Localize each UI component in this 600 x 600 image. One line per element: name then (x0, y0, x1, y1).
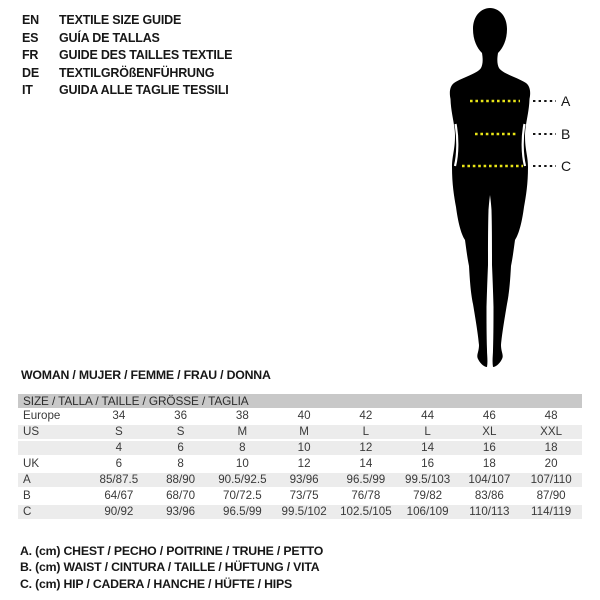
guide-title: GUIDE DES TAILLES TEXTILE (59, 48, 233, 62)
size-cell: 73/75 (289, 489, 319, 502)
size-cell: 106/109 (406, 505, 449, 518)
size-cell: 87/90 (536, 489, 566, 502)
legend-waist: B. (cm) WAIST / CINTURA / TAILLE / HÜFTUNG / VITA (20, 560, 320, 575)
size-cell: 93/96 (166, 505, 196, 518)
waist-marker-label: B (561, 126, 571, 142)
table-row (18, 441, 582, 457)
size-cell: 68/70 (166, 489, 196, 502)
legend-hip: C. (cm) HIP / CADERA / HANCHE / HÜFTE / HIPS (20, 576, 293, 591)
title-line-en (22, 12, 232, 30)
size-cell: 93/96 (289, 473, 319, 486)
table-row (18, 409, 582, 425)
table-row (18, 425, 582, 441)
size-cell: 12 (359, 441, 373, 454)
size-cell: 85/87.5 (99, 473, 139, 486)
size-cell: 83/86 (474, 489, 504, 502)
size-cell: 6 (115, 457, 123, 470)
size-cell: 36 (174, 409, 188, 422)
size-cell: 20 (544, 457, 558, 470)
woman-silhouette (450, 8, 530, 367)
size-cell: 99.5/102 (281, 505, 327, 518)
size-cell: 114/119 (531, 505, 572, 518)
size-cell: 10 (235, 457, 249, 470)
size-cell: 70/72.5 (223, 489, 262, 502)
size-cell: 90/92 (104, 505, 134, 518)
size-cell: 8 (239, 441, 246, 454)
size-cell: 12 (297, 457, 311, 470)
section-title: WOMAN / MUJER / FEMME / FRAU / DONNA (21, 368, 271, 382)
size-cell: XXL (540, 425, 563, 438)
size-table-body (18, 409, 582, 521)
row-label: UK (23, 457, 40, 470)
size-cell: 18 (544, 441, 558, 454)
language-code: DE (22, 65, 39, 80)
row-label: Europe (23, 409, 61, 422)
title-line-es (22, 30, 232, 48)
table-row (18, 505, 582, 521)
table-row (18, 489, 582, 505)
size-cell: M (237, 425, 248, 438)
size-cell: 6 (177, 441, 184, 454)
size-table (18, 394, 582, 521)
row-label: A (23, 473, 31, 486)
size-cell: 38 (235, 409, 249, 422)
size-cell: 8 (177, 457, 184, 470)
woman-silhouette-svg (425, 4, 575, 376)
size-cell: 14 (421, 441, 435, 454)
title-block (22, 12, 232, 100)
legend-chest: A. (cm) CHEST / PECHO / POITRINE / TRUHE / PETTO (20, 544, 324, 558)
size-cell: XL (482, 425, 497, 438)
size-cell: 18 (482, 457, 496, 470)
size-cell: 42 (359, 409, 373, 422)
size-cell: L (362, 425, 370, 438)
language-code: EN (22, 13, 39, 27)
size-cell: S (115, 425, 123, 438)
table-row (18, 473, 582, 489)
guide-title: TEXTILGRÖßENFÜHRUNG (59, 65, 215, 80)
chest-marker-label: A (561, 93, 571, 109)
size-cell: L (424, 425, 431, 438)
measurement-legend (20, 543, 323, 592)
size-cell: S (176, 425, 185, 438)
title-line-it (22, 82, 232, 100)
row-label: US (23, 425, 40, 438)
size-cell: 16 (482, 441, 496, 454)
size-cell: M (299, 425, 309, 438)
size-cell: 64/67 (104, 489, 134, 502)
size-cell: 46 (482, 409, 496, 422)
size-cell: 99.5/103 (405, 473, 451, 486)
size-cell: 76/78 (351, 489, 381, 502)
hip-marker-label: C (561, 158, 572, 174)
size-cell: 14 (359, 457, 373, 470)
guide-title: GUÍA DE TALLAS (59, 30, 160, 45)
table-header: SIZE / TALLA / TAILLE / GRÖSSE / TAGLIA (18, 394, 582, 408)
size-cell: 44 (421, 409, 435, 422)
guide-title: TEXTILE SIZE GUIDE (59, 13, 182, 27)
size-cell: 90.5/92.5 (218, 473, 267, 486)
table-row (18, 457, 582, 473)
row-label: C (23, 505, 32, 518)
size-cell: 88/90 (166, 473, 196, 486)
size-cell: 110/113 (469, 505, 510, 518)
size-cell: 48 (544, 409, 558, 422)
guide-title: GUIDA ALLE TAGLIE TESSILI (59, 83, 229, 97)
size-cell: 96.5/99 (346, 473, 386, 486)
size-cell: 107/110 (530, 473, 572, 486)
row-label: B (23, 489, 31, 502)
size-cell: 104/107 (468, 473, 511, 486)
row-label (18, 441, 88, 455)
size-cell: 96.5/99 (223, 505, 262, 518)
title-line-fr (22, 47, 232, 65)
size-cell: 10 (297, 441, 311, 454)
size-cell: 16 (421, 457, 435, 470)
language-code: ES (22, 30, 39, 45)
size-cell: 4 (115, 441, 123, 454)
size-cell: 40 (297, 409, 311, 422)
size-cell: 79/82 (413, 489, 443, 502)
size-cell: 34 (112, 409, 126, 422)
size-cell: 102.5/105 (340, 505, 392, 518)
language-code: IT (22, 83, 33, 97)
measurement-figure (425, 4, 575, 376)
language-code: FR (22, 48, 39, 62)
title-line-de (22, 65, 232, 83)
